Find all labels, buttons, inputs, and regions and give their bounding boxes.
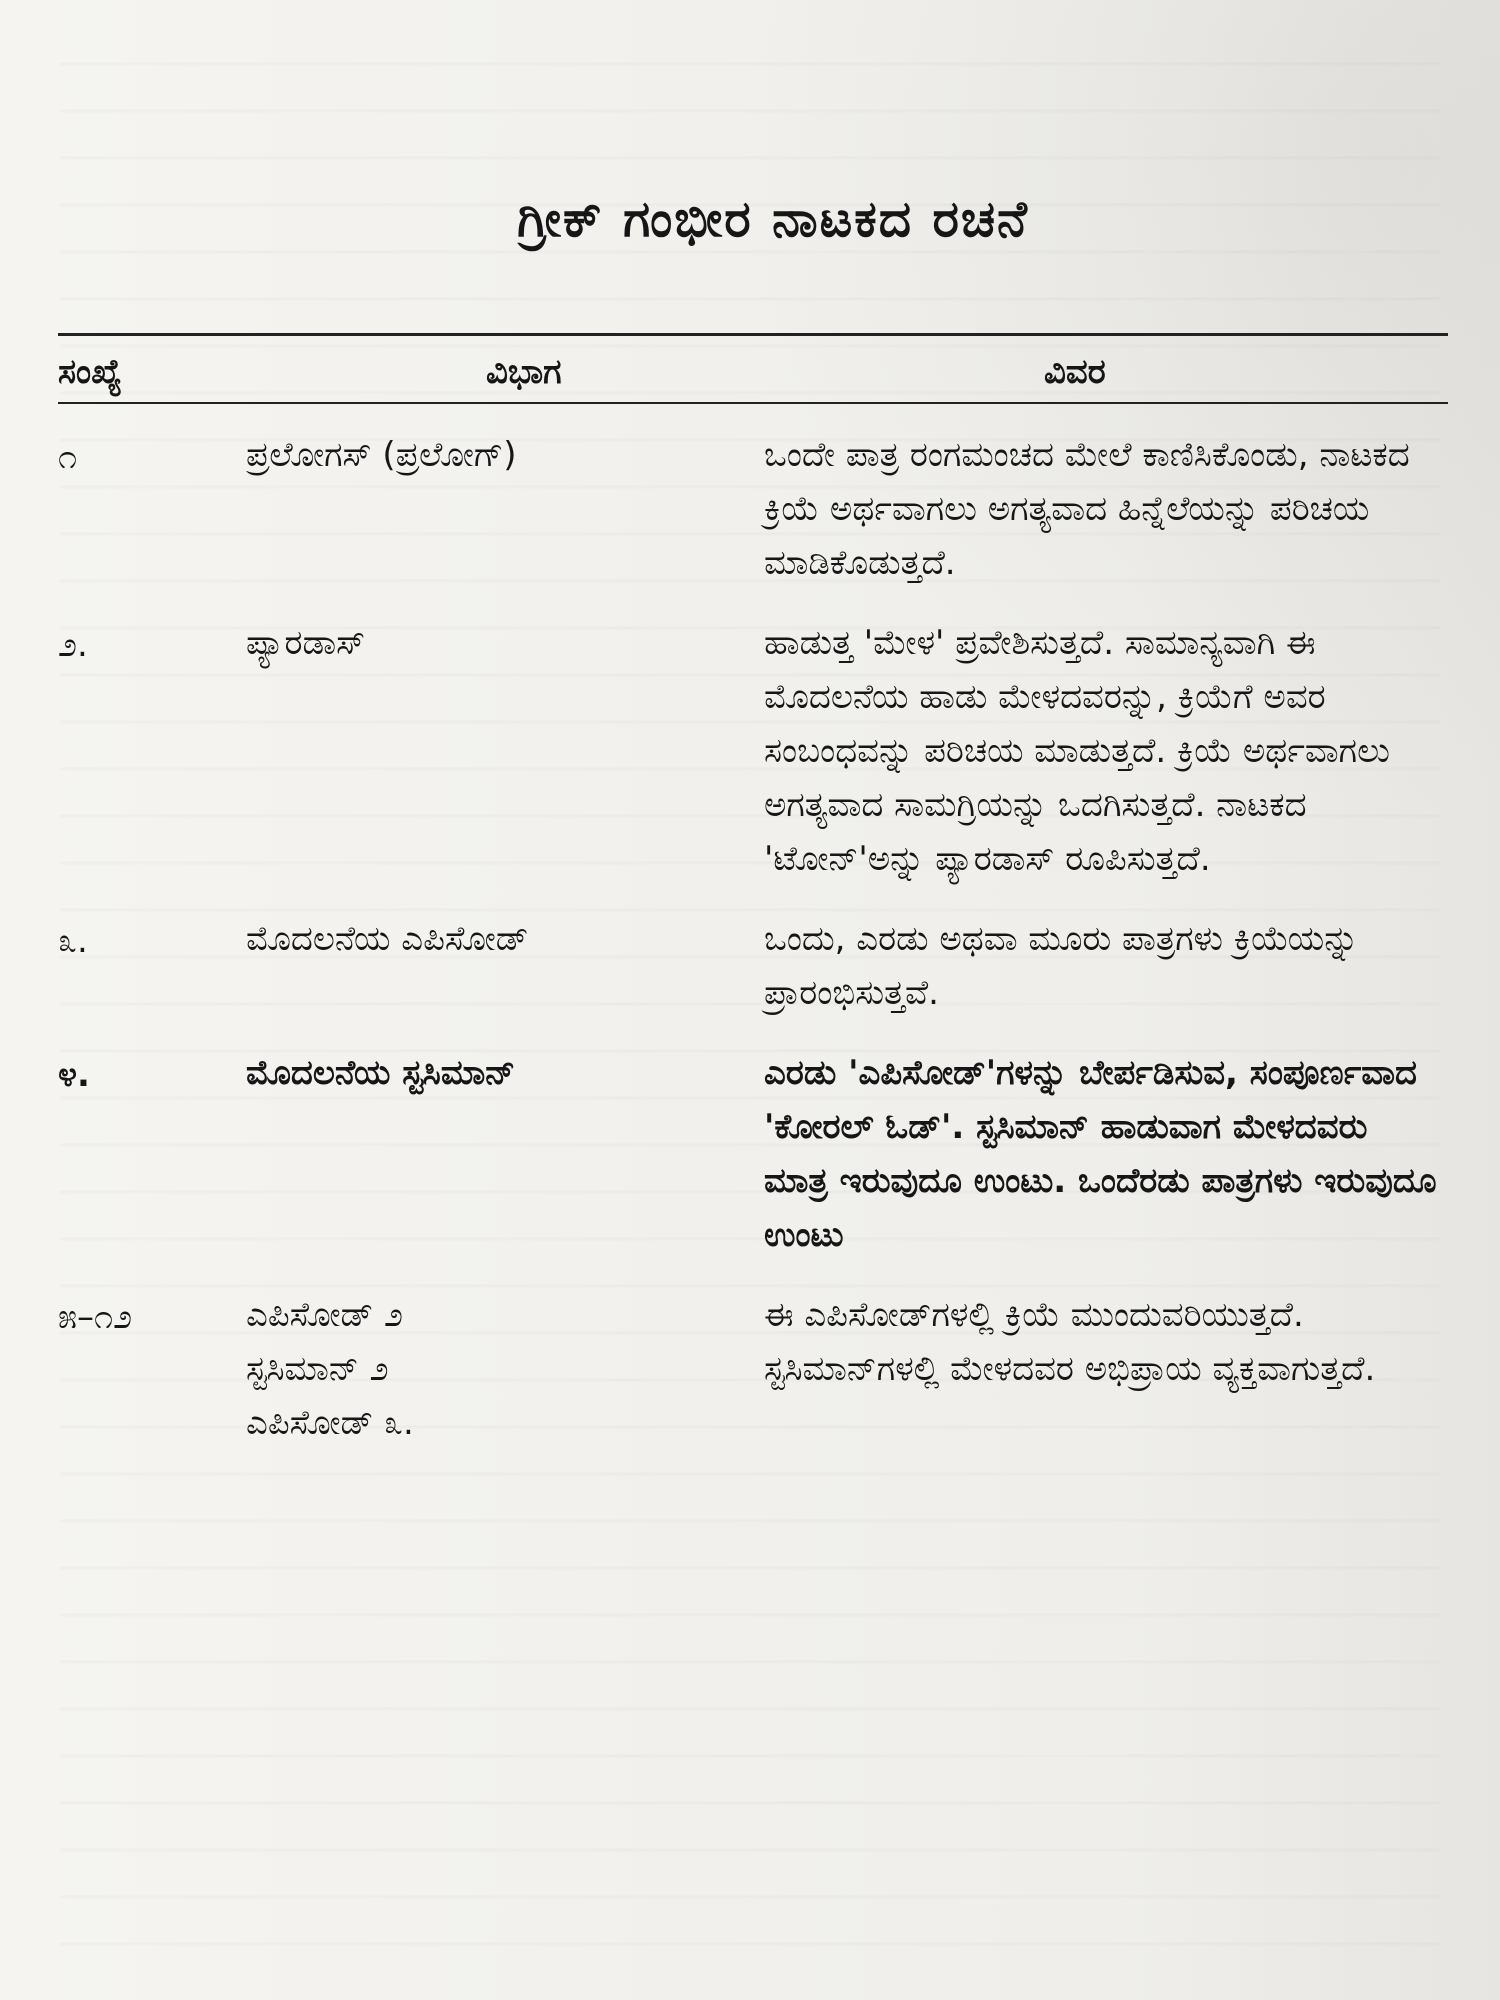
header-number: ಸಂಖ್ಯೆ (58, 352, 122, 392)
row-details: ಒಂದೇ ಪಾತ್ರ ರಂಗಮಂಚದ ಮೇಲೆ ಕಾಣಿಸಿಕೊಂಡು, ನಾಟಕದ ಕ್ರಿಯೆ ಅರ್ಥವಾಗಲು ಅಗತ್ಯವಾದ ಹಿನ್ನೆಲೆಯನ್ನು ಪರಿಚಯ ಮಾಡಿಕೊಡುತ್ತದೆ. (764, 435, 1410, 583)
table-row (58, 1046, 1448, 1262)
document-content (58, 190, 1448, 1476)
table-row (58, 1288, 1448, 1450)
row-number: ೧ (58, 437, 78, 477)
row-number: ೩. (58, 921, 88, 961)
header-details: ವಿವರ (1044, 352, 1106, 392)
table-row (58, 616, 1448, 886)
table-row (58, 428, 1448, 590)
table-header-row (58, 336, 1448, 402)
row-section: ಪ್ರಲೋಗಸ್ (ಪ್ರಲೋಗ್) (246, 435, 517, 475)
table-body (58, 428, 1448, 1450)
row-section: ಮೊದಲನೆಯ ಸ್ಟಸಿಮಾನ್ (246, 1053, 516, 1093)
page-title: ಗ್ರೀಕ್ ಗಂಭೀರ ನಾಟಕದ ರಚನೆ (517, 190, 1029, 248)
row-details: ಹಾಡುತ್ತ 'ಮೇಳ' ಪ್ರವೇಶಿಸುತ್ತದೆ. ಸಾಮಾನ್ಯವಾಗಿ ಈ ಮೊದಲನೆಯ ಹಾಡು ಮೇಳದವರನ್ನು, ಕ್ರಿಯೆಗೆ ಅವರ ಸಂಬಂಧವನ್ನು ಪರಿಚಯ ಮಾಡುತ್ತದೆ. ಕ್ರಿಯೆ ಅರ್ಥವಾಗಲು ಅಗತ್ಯವಾದ ಸಾಮಗ್ರಿಯನ್ನು ಒದಗಿಸುತ್ತದೆ. ನಾಟಕದ 'ಟೋನ್'ಅನ್ನು ಪ್ಯಾರಡಾಸ್ ರೂಪಿಸುತ್ತದೆ. (764, 623, 1390, 879)
row-number: ೨. (58, 625, 88, 665)
row-section-line: ಸ್ಟಸಿಮಾನ್ ೨ (246, 1349, 389, 1389)
row-section: ಪ್ಯಾರಡಾಸ್ (246, 623, 366, 663)
row-details: ಈ ಎಪಿಸೋಡ್‌ಗಳಲ್ಲಿ ಕ್ರಿಯೆ ಮುಂದುವರಿಯುತ್ತದೆ. ಸ್ಟಸಿಮಾನ್‌ಗಳಲ್ಲಿ ಮೇಳದವರ ಅಭಿಪ್ರಾಯ ವ್ಯಕ್ತವಾಗುತ್ತದೆ. (764, 1295, 1376, 1389)
row-details: ಎರಡು 'ಎಪಿಸೋಡ್'ಗಳನ್ನು ಬೇರ್ಪಡಿಸುವ, ಸಂಪೂರ್ಣವಾದ 'ಕೋರಲ್ ಓಡ್'. ಸ್ಟಸಿಮಾನ್ ಹಾಡುವಾಗ ಮೇಳದವರು ಮಾತ್ರ ಇರುವುದೂ ಉಂಟು. ಒಂದೆರಡು ಪಾತ್ರಗಳು ಇರುವುದೂ ಉಂಟು (764, 1053, 1437, 1255)
row-section: ಮೊದಲನೆಯ ಎಪಿಸೋಡ್ (246, 919, 529, 959)
row-details: ಒಂದು, ಎರಡು ಅಥವಾ ಮೂರು ಪಾತ್ರಗಳು ಕ್ರಿಯೆಯನ್ನು ಪ್ರಾರಂಭಿಸುತ್ತವೆ. (764, 919, 1359, 1013)
row-number: ೫–೧೨ (58, 1297, 133, 1337)
row-section-line: ಎಪಿಸೋಡ್ ೨ (246, 1295, 404, 1335)
header-section: ವಿಭಾಗ (486, 352, 562, 392)
table-header-bottom-rule (58, 402, 1448, 404)
row-number: ೪. (58, 1055, 90, 1095)
table-row (58, 912, 1448, 1020)
row-section-line: ಎಪಿಸೋಡ್ ೩. (246, 1403, 414, 1443)
row-section-group (208, 1288, 764, 1450)
